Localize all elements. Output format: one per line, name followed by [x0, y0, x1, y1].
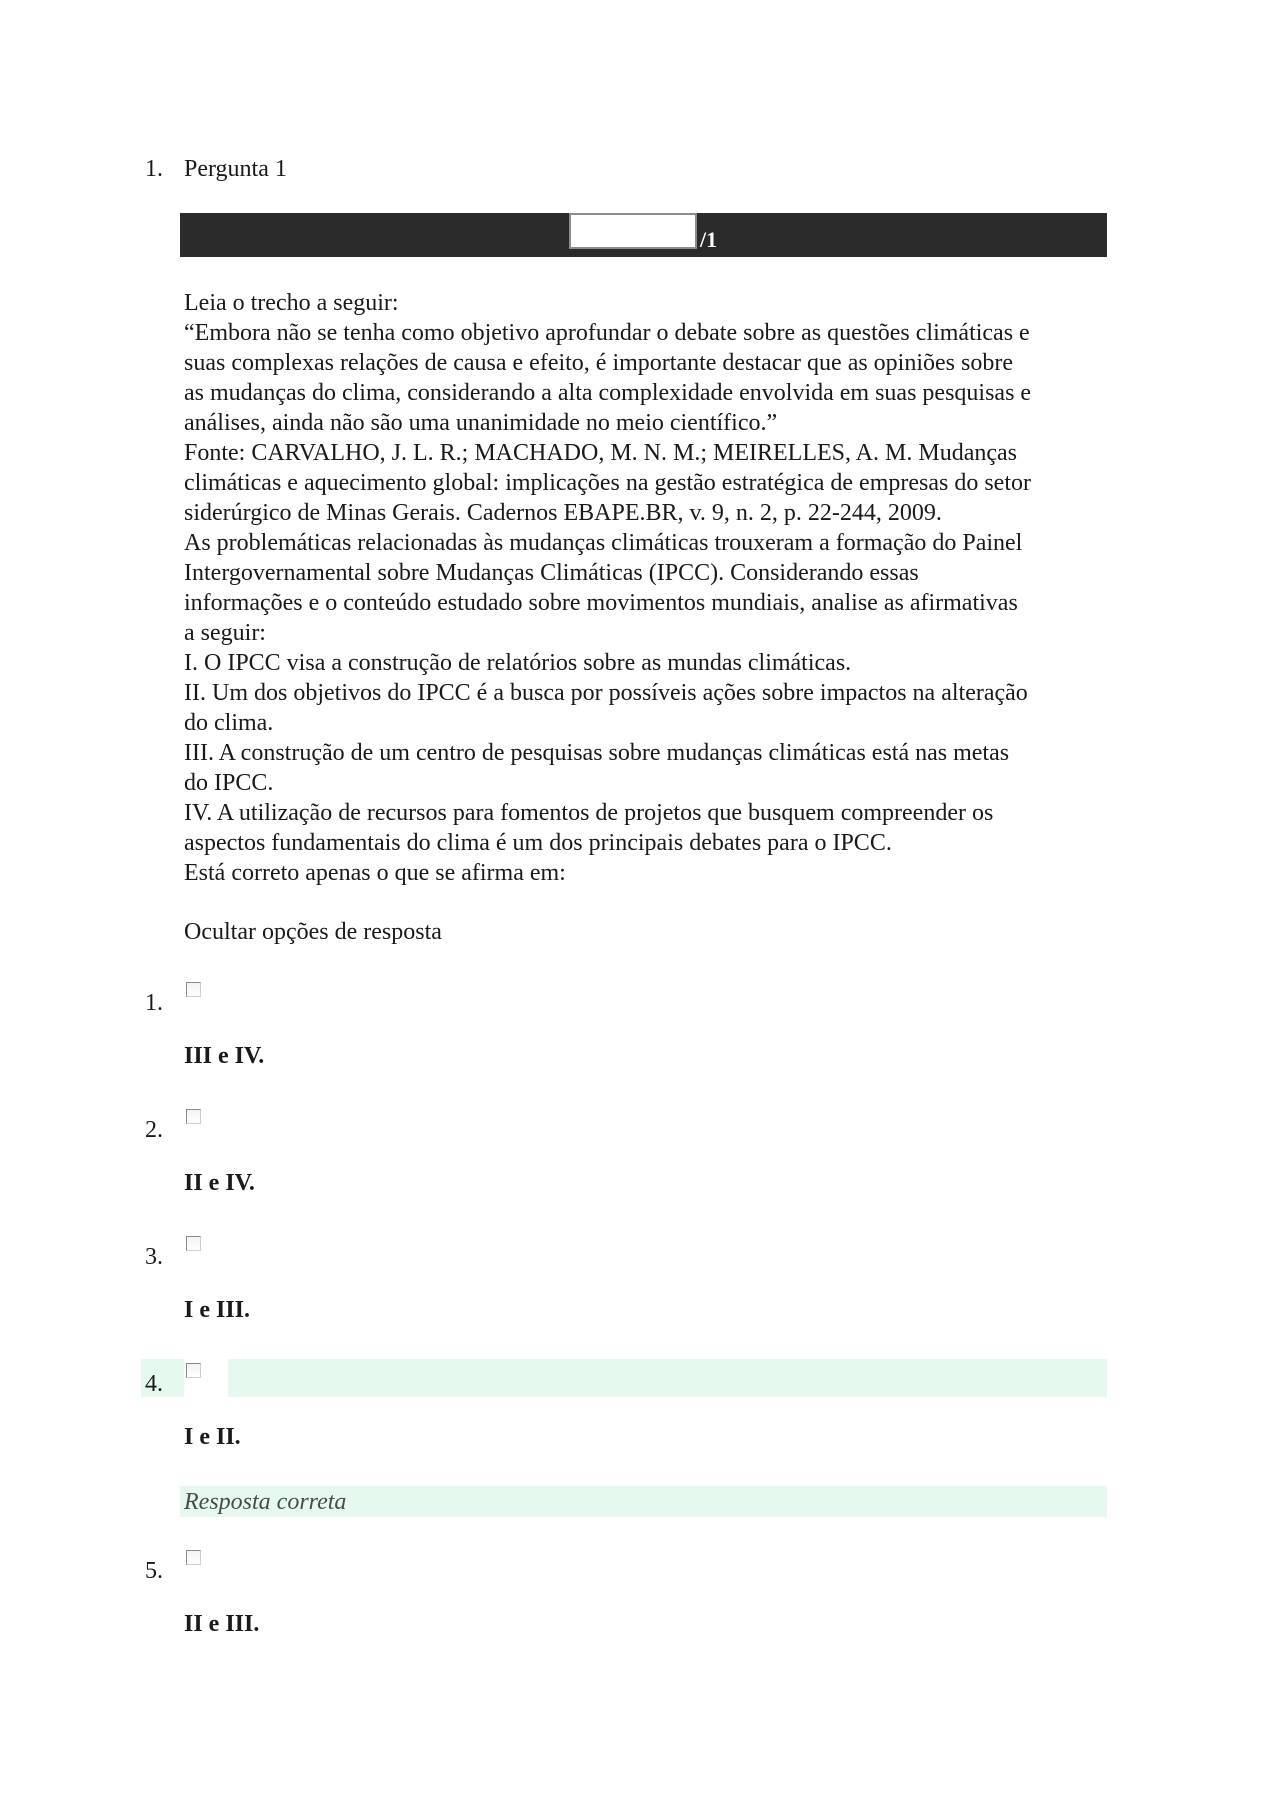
text-line: climáticas e aquecimento global: implicações na gestão estratégica de empresas do setor — [184, 470, 1031, 496]
option-checkbox[interactable] — [186, 1363, 201, 1378]
text-line: “Embora não se tenha como objetivo aprofundar o debate sobre as questões climáticas e — [184, 320, 1030, 346]
option-checkbox[interactable] — [186, 1550, 201, 1565]
question-number: 1. — [145, 156, 163, 182]
text-line: a seguir: — [184, 620, 266, 646]
option-number: 4. — [145, 1371, 163, 1397]
text-line: III. A construção de um centro de pesquisas sobre mudanças climáticas está nas metas — [184, 740, 1010, 766]
text-line: do clima. — [184, 710, 274, 736]
score-max: /1 — [700, 227, 718, 252]
text-line: do IPCC. — [184, 770, 274, 796]
text-line: II. Um dos objetivos do IPCC é a busca por possíveis ações sobre impactos na alteração — [184, 680, 1028, 706]
option-label: I e II. — [184, 1424, 241, 1450]
score-bar — [180, 213, 1107, 257]
text-line: IV. A utilização de recursos para fomentos de projetos que busquem compreender os — [184, 800, 994, 826]
option-checkbox[interactable] — [186, 982, 201, 997]
text-line: as mudanças do clima, considerando a alta complexidade envolvida em suas pesquisas e — [184, 380, 1032, 406]
score-input[interactable] — [569, 213, 697, 249]
option-label: II e III. — [184, 1611, 260, 1637]
option-number: 1. — [145, 990, 163, 1016]
text-line: siderúrgico de Minas Gerais. Cadernos EBAPE.BR, v. 9, n. 2, p. 22-244, 2009. — [184, 500, 942, 526]
text-line: I. O IPCC visa a construção de relatórios sobre as mundas climáticas. — [184, 650, 852, 676]
option-label: I e III. — [184, 1297, 251, 1323]
question-text — [184, 288, 1104, 888]
correct-option-highlight-right — [228, 1359, 1107, 1397]
text-line: Intergovernamental sobre Mudanças Climáticas (IPCC). Considerando essas — [184, 560, 919, 586]
option-number: 2. — [145, 1117, 163, 1143]
question-title: Pergunta 1 — [184, 156, 287, 182]
text-line: suas complexas relações de causa e efeito, é importante destacar que as opiniões sobre — [184, 350, 1013, 376]
text-line: informações e o conteúdo estudado sobre movimentos mundiais, analise as afirmativas — [184, 590, 1018, 616]
text-line: Leia o trecho a seguir: — [184, 290, 399, 316]
option-number: 3. — [145, 1244, 163, 1270]
option-number: 5. — [145, 1558, 163, 1584]
option-checkbox[interactable] — [186, 1109, 201, 1124]
text-line: aspectos fundamentais do clima é um dos principais debates para o IPCC. — [184, 830, 892, 856]
option-label: III e IV. — [184, 1043, 265, 1069]
option-label: II e IV. — [184, 1170, 255, 1196]
hide-answer-options-link[interactable]: Ocultar opções de resposta — [184, 919, 442, 945]
text-line: As problemáticas relacionadas às mudanças climáticas trouxeram a formação do Painel — [184, 530, 1023, 556]
text-line: Fonte: CARVALHO, J. L. R.; MACHADO, M. N. M.; MEIRELLES, A. M. Mudanças — [184, 440, 1017, 466]
correct-answer-text: Resposta correta — [184, 1489, 347, 1515]
text-line: Está correto apenas o que se afirma em: — [184, 860, 566, 886]
option-checkbox[interactable] — [186, 1236, 201, 1251]
text-line: análises, ainda não são uma unanimidade no meio científico.” — [184, 410, 778, 436]
